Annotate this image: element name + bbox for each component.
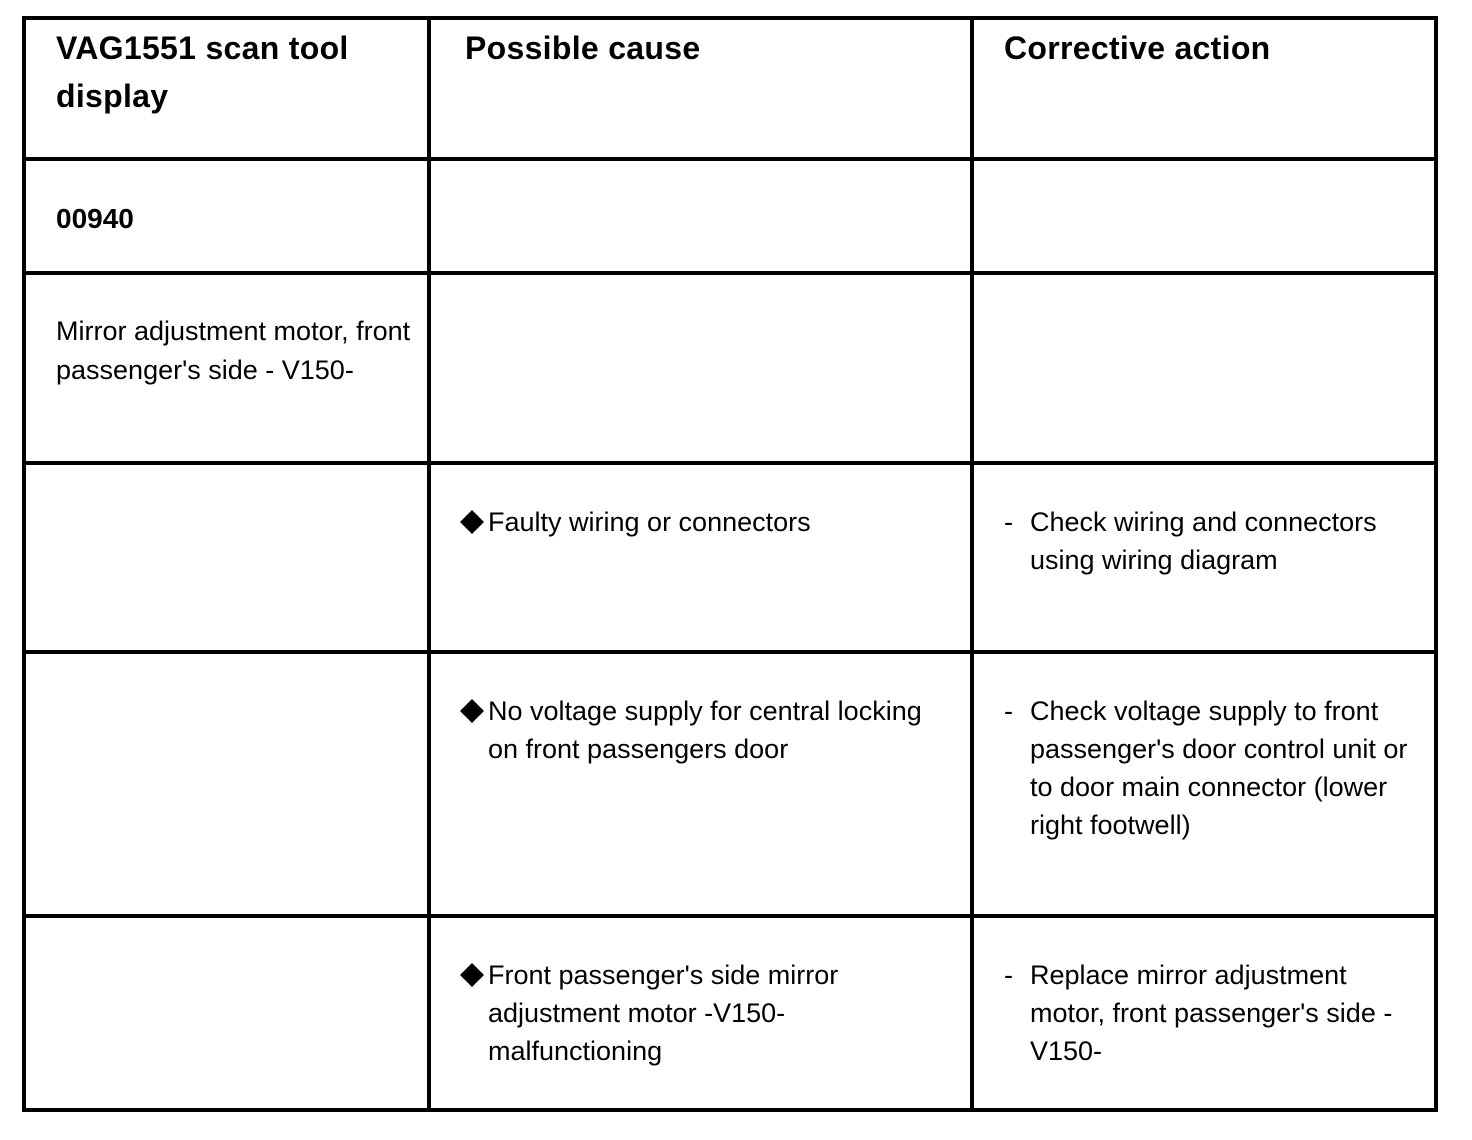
table-row [24,652,1436,916]
empty-cell [24,652,429,916]
fault-table-container [22,16,1434,1108]
empty-cell [24,916,429,1110]
fault-code: 00940 [24,159,429,273]
action-text: Check voltage supply to front passenger's door control unit or to door main connector (lower right footwell) [1030,696,1408,840]
cause-text: No voltage supply for central locking on front passengers door [488,696,922,764]
empty-cell [972,159,1436,273]
action-text: Replace mirror adjustment motor, front passenger's side -V150- [1030,960,1393,1066]
dash-marker: - [1004,507,1013,537]
dash-marker: - [1004,696,1013,726]
diamond-bullet-icon [458,956,486,994]
empty-cell [972,273,1436,463]
empty-cell [429,273,972,463]
action-cell [972,916,1436,1110]
dash-marker: - [1004,960,1013,990]
action-text: Check wiring and connectors using wiring diagram [1030,507,1377,575]
table-row [24,463,1436,652]
diamond-bullet-icon [458,503,486,541]
cause-text: Front passenger's side mirror adjustment motor -V150- malfunctioning [488,960,839,1066]
diamond-bullet-icon [458,692,486,730]
empty-cell [24,463,429,652]
header-cause: Possible cause [429,18,972,159]
action-cell [972,463,1436,652]
fault-code-row [24,159,1436,273]
fault-description: Mirror adjustment motor, front passenger's side - V150- [24,273,429,463]
table-row [24,916,1436,1110]
cause-cell [429,916,972,1110]
cause-text: Faulty wiring or connectors [488,507,811,537]
cause-cell [429,652,972,916]
action-cell [972,652,1436,916]
empty-cell [429,159,972,273]
cause-cell [429,463,972,652]
header-row [24,18,1436,159]
header-action: Corrective action [972,18,1436,159]
fault-description-row [24,273,1436,463]
fault-table [22,16,1438,1112]
header-display: VAG1551 scan tool display [24,18,429,159]
